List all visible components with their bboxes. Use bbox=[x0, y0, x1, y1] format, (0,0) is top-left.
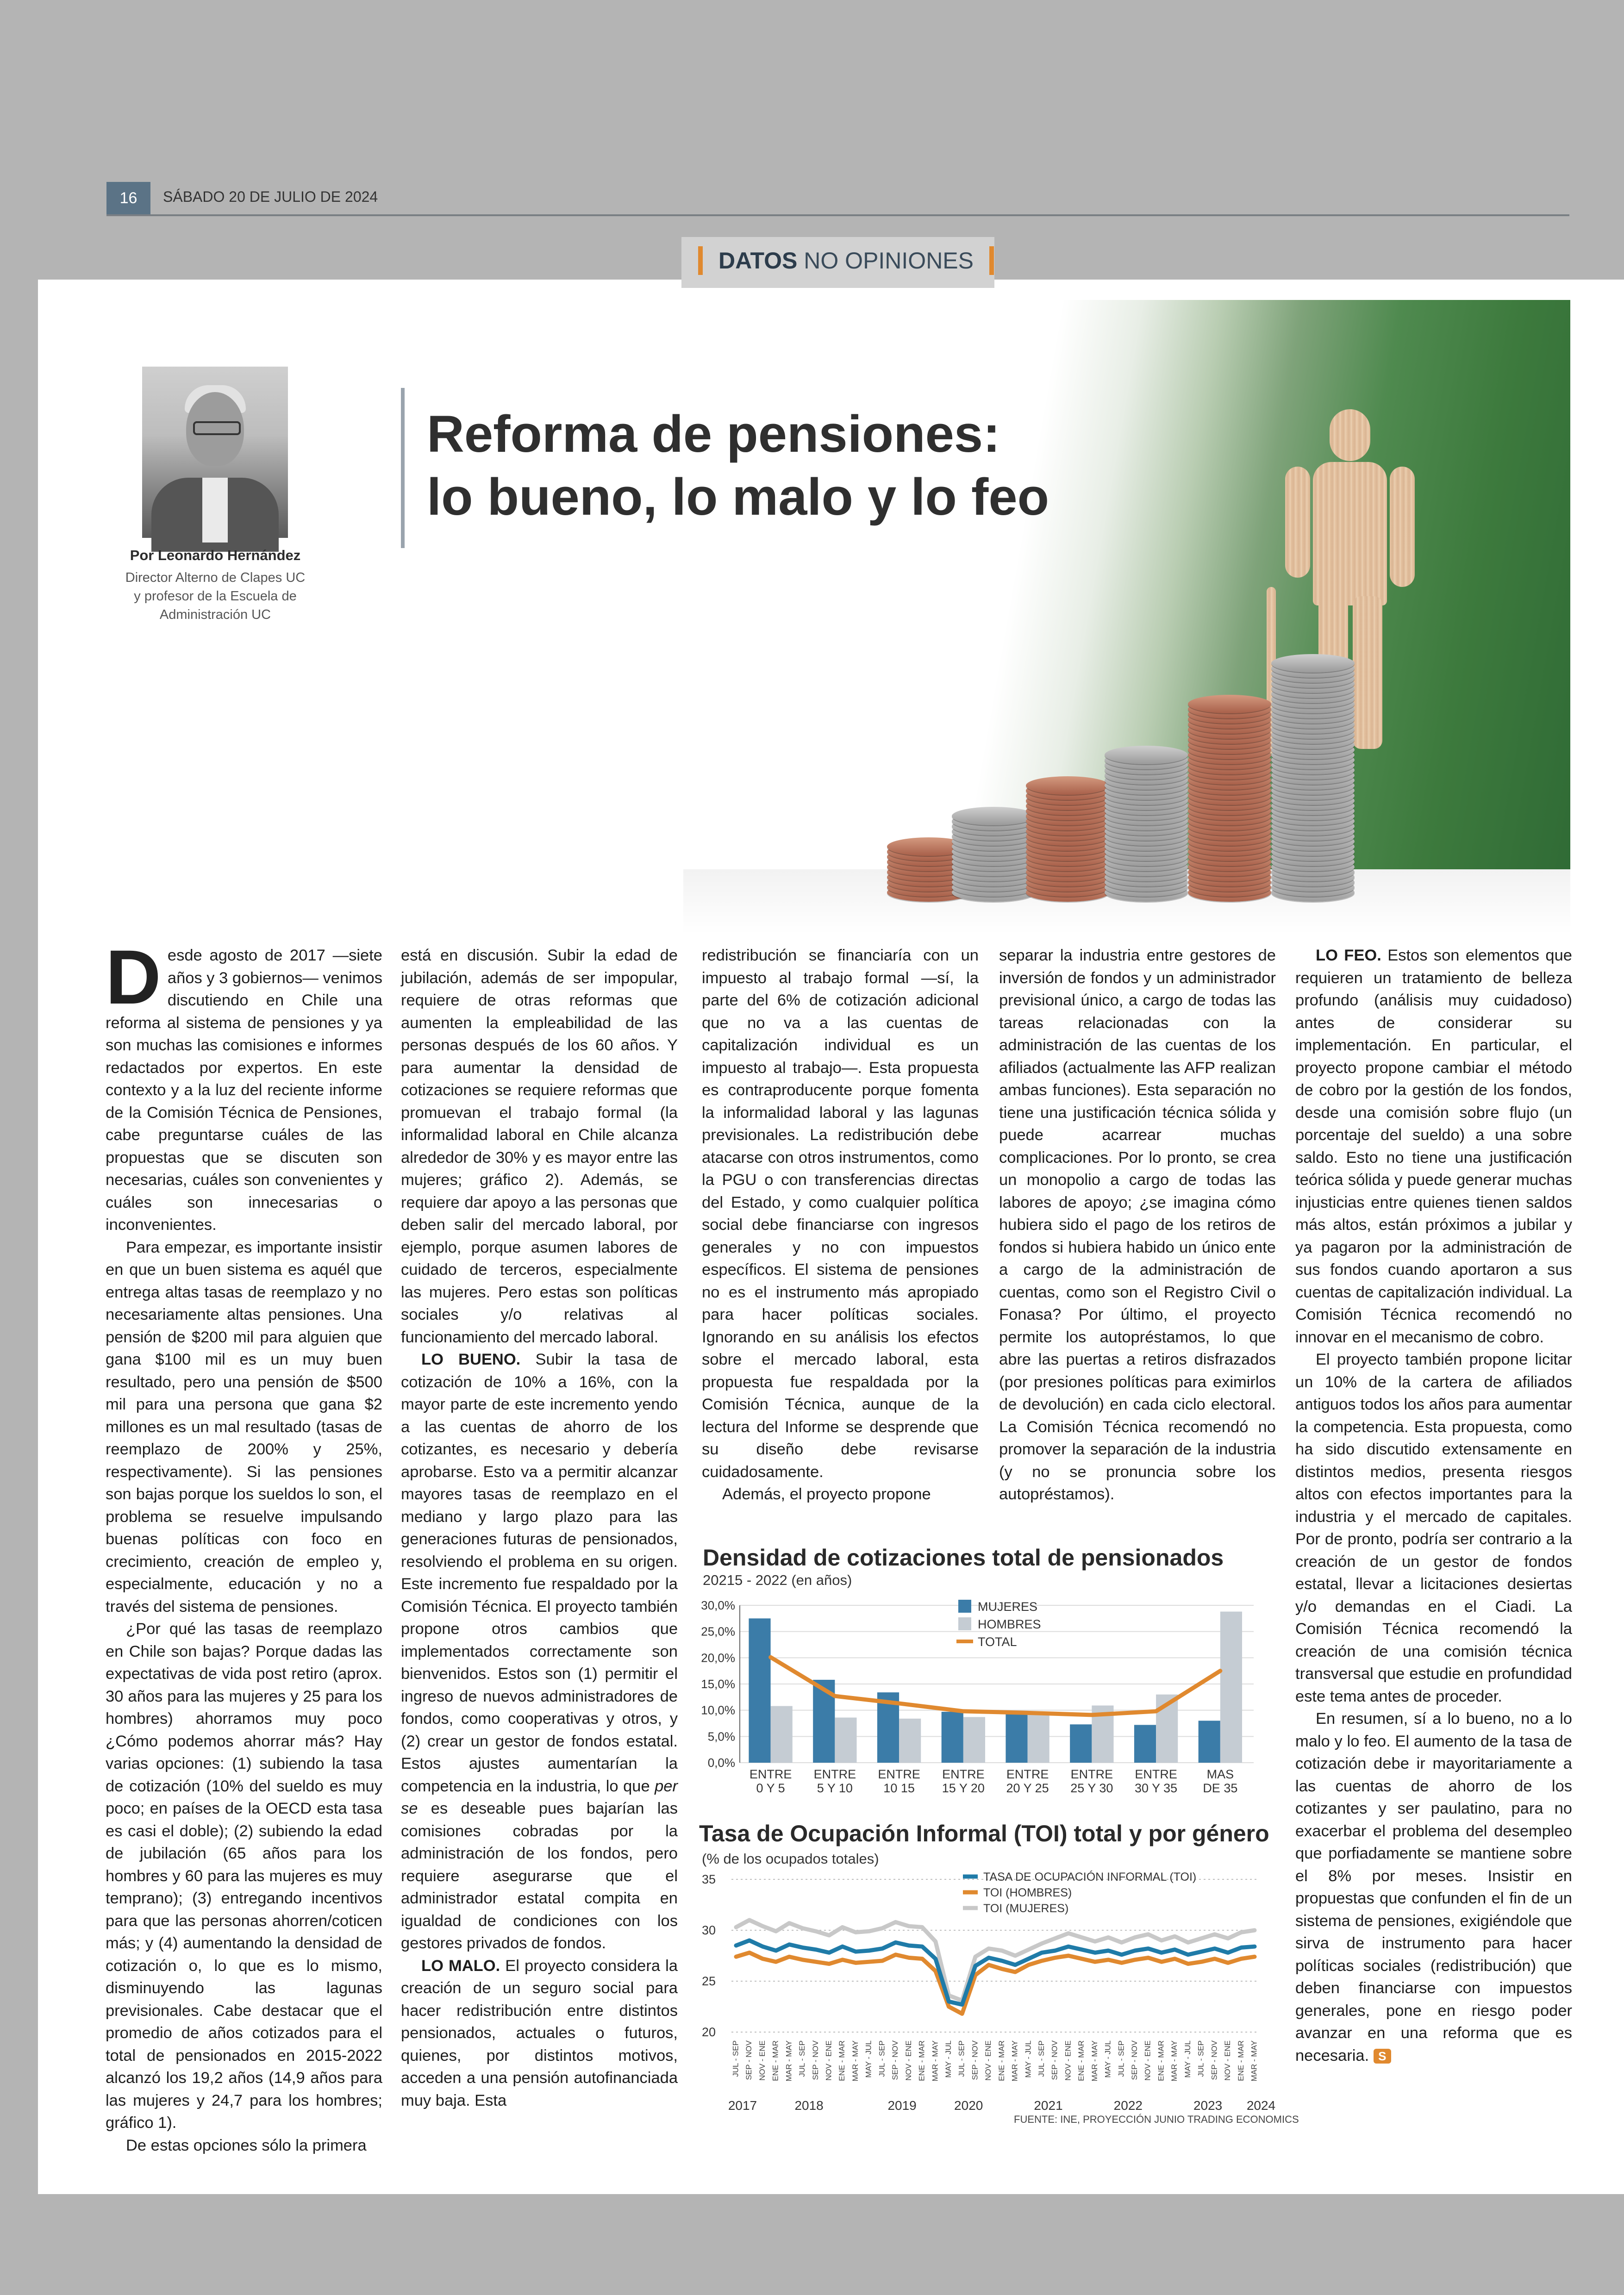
page-date: SÁBADO 20 DE JULIO DE 2024 bbox=[163, 188, 378, 205]
paragraph-emphasis: per se bbox=[401, 1777, 678, 1817]
x-tick-label: JUL - SEP bbox=[731, 2040, 740, 2077]
legend-label: TOI (HOMBRES) bbox=[983, 1886, 1072, 1899]
x-tick-label: NOV - ENE bbox=[984, 2040, 993, 2081]
author-shirt bbox=[202, 478, 228, 543]
x-tick-label: MAY - JUL bbox=[1024, 2040, 1033, 2078]
x-tick-label: SEP - NOV bbox=[744, 2040, 754, 2080]
y-tick-label: 30,0% bbox=[701, 1598, 735, 1612]
paragraph: ¿Por qué las tasas de reemplazo en Chile son bajas? Porque dadas las expectativas de vida post retiro (aprox. 30 años para las mujeres y 25 para los hombres) ahorramos muy poco ¿Cómo podemos ahorrar más? Hay varias opciones: (1) subiendo la tasa de cotización (10% del sueldo es muy poco; en países de la OECD esta tasa es casi el doble); (2) subiendo la edad de jubilación (65 años para los hombres y 60 para las mujeres es muy temprano); (3) entregando incentivos para que las personas ahorren/coticen más; y (4) aumentando la densidad de cotización o, lo que es lo mismo, disminuyendo las lagunas previsionales. Cabe destacar que el promedio de años cotizados para el total de pensionados en 2015-2022 alcanzó los 19,2 años (14,9 años para las mujeres y 24,7 para los hombres; gráfico 1). bbox=[106, 1620, 382, 2132]
author-name: Por Leonardo Hernández bbox=[130, 547, 301, 563]
legend-label: TASA DE OCUPACIÓN INFORMAL (TOI) bbox=[983, 1871, 1197, 1883]
wooden-figure-left-arm bbox=[1285, 467, 1310, 578]
y-tick-label: 20,0% bbox=[701, 1651, 735, 1665]
x-tick-label: ENE - MAR bbox=[771, 2040, 780, 2081]
drop-cap: D bbox=[106, 935, 161, 1020]
x-tick-label: MAR - MAY bbox=[931, 2040, 940, 2082]
legend-label: MUJERES bbox=[978, 1600, 1038, 1614]
legend-swatch bbox=[958, 1600, 971, 1613]
coin-icon bbox=[1105, 746, 1188, 764]
paragraph bbox=[106, 935, 382, 1236]
x-tick-label: SEP - NOV bbox=[1050, 2040, 1059, 2080]
bar-mujeres bbox=[1134, 1725, 1156, 1763]
x-tick-label: SEP - NOV bbox=[1130, 2040, 1139, 2080]
paragraph: está en discusión. Subir la edad de jubilación, además de ser impopular, requiere de otras reformas que aumenten la empleabilidad de las personas después de los 60 años. Y para aumentar la densidad de cotizaciones se requiere reformas que promuevan el trabajo formal (la informalidad laboral en Chile alcanza alrededor de 30% y es mayor entre las mujeres; gráfico 2). Además, se requiere dar apoyo a las personas que deben salir del mercado laboral, por ejemplo, porque asumen labores de cuidado de terceros, especialmente las mujeres. Pero estas son políticas sociales y/o relativas al funcionamiento del mercado laboral. bbox=[401, 947, 678, 1346]
bar-mujeres bbox=[1006, 1714, 1027, 1763]
y-tick-label: 5,0% bbox=[707, 1729, 735, 1744]
paragraph: El proyecto también propone licitar un 10% de la cartera de afiliados antiguos todos los años para aumentar la competencia. Esta propuesta, como ha sido discutido extensamente en distintos medios, presenta riesgos altos con efectos importantes para la industria y el mercado de capitales. Por de pronto, podría ser contrario a la creación de un gestor de fondos estatal, llevar a licitaciones desiertas y/o demandas en el Ciadi. La Comisión Técnica recomendó la creación de una comisión técnica transversal que estudie en profundidad este tema antes de proceder. bbox=[1295, 1351, 1572, 1705]
x-tick-label: ENE - MAR bbox=[1156, 2040, 1166, 2081]
body-column-2 bbox=[401, 944, 678, 2112]
paragraph bbox=[1295, 944, 1572, 1348]
y-tick-label: 15,0% bbox=[701, 1677, 735, 1691]
paragraph bbox=[1295, 1708, 1572, 2067]
year-label: 2024 bbox=[1246, 2098, 1276, 2113]
x-tick-label: SEP - NOV bbox=[1210, 2040, 1219, 2080]
paragraph-text: Estos son elementos que requieren un tratamiento de belleza profundo (análisis muy cuidadoso) antes de considerar su implementación. En particular, el proyecto propone cambiar el método de cobro por la gestión de los fondos, desde una comisión sobre flujo (un porcentaje del sueldo) a una sobre saldo. Esto no tiene una justificación teórica sólida y puede generar muchas injusticias entre quienes tienen saldos más altos, están próximos a jubilar y ya pagaron por la administración de sus fondos cuando aportaron a sus cuentas de capitalización individual. La Comisión Técnica recomendó no innovar en el mecanismo de cobro. bbox=[1295, 947, 1572, 1346]
paragraph-text: En resumen, sí a lo bueno, no a lo malo y lo feo. El aumento de la tasa de cotización debe ir mayoritariamente a las cuentas de ahorro de los cotizantes y ser paulatino, para no exacerbar el problema del desempleo que porfiadamente se mantiene sobre el 8% por meses. Insistir en propuestas que confunden el fin de un sistema de pensiones, exigiéndole que sirva de instrumento para hacer políticas sociales (redistribución) que deben financiarse con impuestos generales, pone en riesgo poder avanzar en una reforma que es necesaria. bbox=[1295, 1710, 1572, 2064]
x-tick-label: NOV - ENE bbox=[1143, 2040, 1152, 2081]
x-tick-label: ENTRE bbox=[1070, 1767, 1113, 1781]
paragraph-text: esde agosto de 2017 —siete años y 3 gobiernos— venimos discutiendo en Chile una reforma al sistema de pensiones y ya son muchas las comisiones e informes redactados por expertos. En este contexto y a la luz del reciente informe de la Comisión Técnica de Pensiones, cabe preguntarse cuáles de las propuestas que se discuten son necesarias, cuáles son convenientes y cuáles son innecesarias o inconvenientes. bbox=[106, 947, 382, 1234]
y-tick-label: 30 bbox=[701, 1923, 716, 1937]
coin-icon bbox=[1188, 695, 1271, 713]
x-tick-label: MAR - MAY bbox=[1010, 2040, 1019, 2082]
x-tick-label: 10 15 bbox=[883, 1781, 915, 1795]
body-column-4 bbox=[999, 944, 1276, 1506]
bar-hombres bbox=[899, 1719, 921, 1763]
paragraph: De estas opciones sólo la primera bbox=[126, 2136, 367, 2154]
section-tag bbox=[698, 246, 994, 275]
x-tick-label: JUL - SEP bbox=[1117, 2040, 1126, 2077]
x-tick-label: MAY - JUL bbox=[864, 2040, 873, 2078]
author-glasses bbox=[193, 421, 241, 435]
x-tick-label: MAY - JUL bbox=[943, 2040, 953, 2078]
year-label: 2022 bbox=[1113, 2098, 1143, 2113]
x-tick-label: ENTRE bbox=[1135, 1767, 1177, 1781]
x-tick-label: NOV - ENE bbox=[904, 2040, 913, 2081]
year-label: 2017 bbox=[728, 2098, 757, 2113]
x-tick-label: MAR - MAY bbox=[850, 2040, 860, 2082]
headline-rule bbox=[401, 388, 405, 548]
legend-label: HOMBRES bbox=[978, 1617, 1041, 1631]
wooden-figure-right-leg bbox=[1353, 596, 1382, 749]
hero-photo bbox=[683, 300, 1570, 934]
x-tick-label: ENE - MAR bbox=[1077, 2040, 1086, 2081]
y-tick-label: 25 bbox=[701, 1974, 716, 1988]
line-series-1 bbox=[736, 1952, 1255, 2014]
bar-mujeres bbox=[749, 1618, 770, 1763]
x-tick-label: MAY - JUL bbox=[1103, 2040, 1112, 2078]
x-tick-label: SEP - NOV bbox=[811, 2040, 820, 2080]
x-tick-label: MAR - MAY bbox=[1249, 2040, 1259, 2082]
x-tick-label: MAR - MAY bbox=[1090, 2040, 1099, 2082]
legend-label: TOI (MUJERES) bbox=[983, 1902, 1069, 1915]
x-tick-label: MAR - MAY bbox=[784, 2040, 793, 2082]
body-column-3 bbox=[702, 944, 979, 1506]
paragraph bbox=[401, 1348, 678, 1955]
x-tick-label: SEP - NOV bbox=[970, 2040, 980, 2080]
x-tick-label: NOV - ENE bbox=[1063, 2040, 1073, 2081]
chart2-subtitle: (% de los ocupados totales) bbox=[702, 1851, 879, 1867]
paragraph-text: El proyecto considera la creación de un seguro social para hacer redistribución entre distintos pensionados, actuales o futuros, quienes, por distintos motivos, acceden a una pensión autofinanciada muy baja. Esta bbox=[401, 1957, 678, 2109]
x-tick-label: ENTRE bbox=[749, 1767, 792, 1781]
bar-hombres bbox=[1220, 1612, 1242, 1763]
chart2-source: FUENTE: INE, PROYECCIÓN JUNIO TRADING ECONOMICS bbox=[1014, 2114, 1299, 2125]
x-tick-label: ENE - MAR bbox=[837, 2040, 847, 2081]
wooden-figure-body bbox=[1313, 462, 1387, 605]
y-tick-label: 20 bbox=[701, 2025, 716, 2039]
body-column-1 bbox=[106, 935, 382, 2157]
x-tick-label: 15 Y 20 bbox=[942, 1781, 985, 1795]
x-tick-label: NOV - ENE bbox=[757, 2040, 767, 2081]
x-tick-label: NOV - ENE bbox=[824, 2040, 833, 2081]
line-total bbox=[771, 1657, 1220, 1715]
subhead-lo-feo: LO FEO. bbox=[1316, 947, 1381, 964]
y-tick-label: 35 bbox=[701, 1872, 716, 1886]
paragraph: Para empezar, es importante insistir en que un buen sistema es aquél que entrega altas tasas de reemplazo y no necesariamente altas pensiones. Una pensión de $200 mil para alguien que gana $100 mil es un muy buen resultado, pero una pensión de $500 mil para una persona que gana $2 millones es un mal resultado (tasas de reemplazo de 200% y 25%, respectivamente). Si las pensiones son bajas porque los sueldos lo son, el problema se resuelve impulsando buenas políticas con foco en crecimiento, creación de empleo y, especialmente, educación y no a través del sistema de pensiones. bbox=[106, 1238, 382, 1615]
subhead-lo-bueno: LO BUENO. bbox=[421, 1351, 521, 1368]
x-tick-label: 20 Y 25 bbox=[1006, 1781, 1049, 1795]
bar-hombres bbox=[835, 1718, 856, 1763]
year-label: 2018 bbox=[794, 2098, 824, 2113]
x-tick-label: ENTRE bbox=[942, 1767, 985, 1781]
x-tick-label: JUL - SEP bbox=[1196, 2040, 1206, 2077]
wooden-figure-right-arm bbox=[1390, 467, 1415, 587]
paragraph-text: es deseable pues bajarían las comisiones cobradas por la administración de los fondos, pero requiere asegurarse que el administrador estatal compita en igualdad de condiciones con los gestores privados de fondos. bbox=[401, 1800, 678, 1952]
x-tick-label: ENE - MAR bbox=[1236, 2040, 1245, 2081]
page-number: 16 bbox=[106, 182, 150, 214]
x-tick-label: ENE - MAR bbox=[917, 2040, 926, 2081]
paragraph: separar la industria entre gestores de inversión de fondos y un administrador previsional único, a cargo de todas las tareas relacionadas con la administración de las cuentas de los afiliados (actualmente las AFP realizan ambas funciones). Esta separación no tiene una justificación técnica sólida y puede acarrear muchas complicaciones. Por lo pronto, se crea un monopolio a cargo de todas las labores de apoyo; ¿se imagina cómo hubiera sido el pago de los retiros de fondos si hubiera habido un único ente a cargo de la administración de cuentas, como son el Registro Civil o Fonasa? Por último, el proyecto permite los autopréstamos, lo que abre las puertas a retiros disfrazados (por presiones políticas para eximirlos de devolución) en cada ciclo electoral. La Comisión Técnica recomendó no promover la separación de la industria (y no se pronuncia sobre los autopréstamos). bbox=[999, 947, 1276, 1503]
paragraph-text: Subir la tasa de cotización de 10% a 16%, con la mayor parte de este incremento yendo a las cuentas de ahorro de los cotizantes, es necesario y debería aprobarse. Esto va a permitir alcanzar mayores tasas de reemplazo en el mediano y largo plazo para las generaciones futuras de pensionados, resolviendo el problema en su origen. Este incremento fue respaldado por la Comisión Técnica. El proyecto también propone otros cambios que implementados correctamente son bienvenidos. Estos son (1) permitir el ingreso de nuevos administradores de fondos, como cooperativas y otros, y (2) crear un gestor de fondos estatal. Estos ajustes aumentarían la competencia en la industria, lo que bbox=[401, 1351, 678, 1795]
x-tick-label: SEP - NOV bbox=[891, 2040, 900, 2080]
chart1-subtitle: 20215 - 2022 (en años) bbox=[703, 1572, 852, 1588]
bar-mujeres bbox=[1070, 1724, 1092, 1763]
legend-label: TOTAL bbox=[978, 1635, 1017, 1649]
x-tick-label: 5 Y 10 bbox=[817, 1781, 853, 1795]
x-tick-label: JUL - SEP bbox=[798, 2040, 807, 2077]
section-tag-rest: NO OPINIONES bbox=[797, 248, 974, 274]
wooden-figure-head bbox=[1330, 409, 1370, 461]
paragraph: Además, el proyecto propone bbox=[722, 1485, 931, 1503]
author-photo bbox=[142, 367, 288, 538]
bar-hombres bbox=[771, 1706, 793, 1763]
x-tick-label: MAY - JUL bbox=[1183, 2040, 1192, 2078]
y-tick-label: 0,0% bbox=[707, 1756, 735, 1770]
chart1-title: Densidad de cotizaciones total de pensionados bbox=[703, 1545, 1224, 1571]
bar-mujeres bbox=[1199, 1721, 1220, 1763]
paragraph: redistribución se financiaría con un impuesto al trabajo formal —sí, la parte del 6% de cotización adicional que no va a las cuentas de capitalización individual es un impuesto al trabajo—. Esta propuesta es contraproducente porque fomenta la informalidad laboral y las lagunas previsionales. La redistribución debe atacarse con otros instrumentos, como la PGU o con transferencias directas del Estado, y como cualquier política social debe financiarse con ingresos generales y no con impuestos específicos. El sistema de pensiones no es el instrumento más apropiado para hacer políticas sociales. Ignorando en su análisis los efectos sobre el mercado laboral, esta propuesta fue respaldada por la Comisión Técnica, aunque de la lectura del Informe se desprende que su diseño debe revisarse cuidadosamente. bbox=[702, 947, 979, 1481]
x-tick-label: ENTRE bbox=[813, 1767, 856, 1781]
bar-hombres bbox=[1028, 1712, 1049, 1763]
x-tick-label: JUL - SEP bbox=[957, 2040, 966, 2077]
chart2-line-chart bbox=[699, 1866, 1276, 2116]
end-mark-icon: S bbox=[1374, 2049, 1391, 2064]
subhead-lo-malo: LO MALO. bbox=[421, 1957, 500, 1975]
x-tick-label: NOV - ENE bbox=[1223, 2040, 1232, 2081]
bar-hombres bbox=[963, 1717, 985, 1763]
y-tick-label: 10,0% bbox=[701, 1703, 735, 1717]
x-tick-label: MAS bbox=[1206, 1767, 1234, 1781]
coin-icon bbox=[1271, 654, 1355, 673]
x-tick-label: 25 Y 30 bbox=[1070, 1781, 1113, 1795]
year-label: 2023 bbox=[1193, 2098, 1223, 2113]
year-label: 2020 bbox=[954, 2098, 983, 2113]
section-tag-strong: DATOS bbox=[718, 248, 798, 274]
coin-icon bbox=[1026, 776, 1109, 795]
chart2-title: Tasa de Ocupación Informal (TOI) total y por género bbox=[699, 1821, 1269, 1846]
x-tick-label: ENTRE bbox=[878, 1767, 920, 1781]
x-tick-label: JUL - SEP bbox=[877, 2040, 887, 2077]
paragraph bbox=[401, 1955, 678, 2112]
x-tick-label: MAR - MAY bbox=[1170, 2040, 1179, 2082]
author-role: Director Alterno de Clapes UC y profesor de la Escuela de Administración UC bbox=[125, 570, 306, 622]
x-tick-label: JUL - SEP bbox=[1037, 2040, 1046, 2077]
x-tick-label: 30 Y 35 bbox=[1135, 1781, 1178, 1795]
year-label: 2021 bbox=[1034, 2098, 1063, 2113]
body-column-5 bbox=[1295, 944, 1572, 2067]
section-banner bbox=[681, 237, 994, 288]
chart1-bar-chart bbox=[699, 1588, 1268, 1805]
bar-mujeres bbox=[942, 1712, 963, 1763]
page-header-bar bbox=[106, 182, 1569, 216]
legend-swatch bbox=[958, 1617, 971, 1630]
x-tick-label: ENTRE bbox=[1006, 1767, 1049, 1781]
headline: Reforma de pensiones: lo bueno, lo malo y lo feo bbox=[427, 405, 1049, 526]
x-tick-label: DE 35 bbox=[1203, 1781, 1238, 1795]
x-tick-label: ENE - MAR bbox=[997, 2040, 1006, 2081]
y-tick-label: 25,0% bbox=[701, 1624, 735, 1639]
coin-icon bbox=[952, 807, 1035, 825]
x-tick-label: 0 Y 5 bbox=[756, 1781, 785, 1795]
year-label: 2019 bbox=[887, 2098, 917, 2113]
